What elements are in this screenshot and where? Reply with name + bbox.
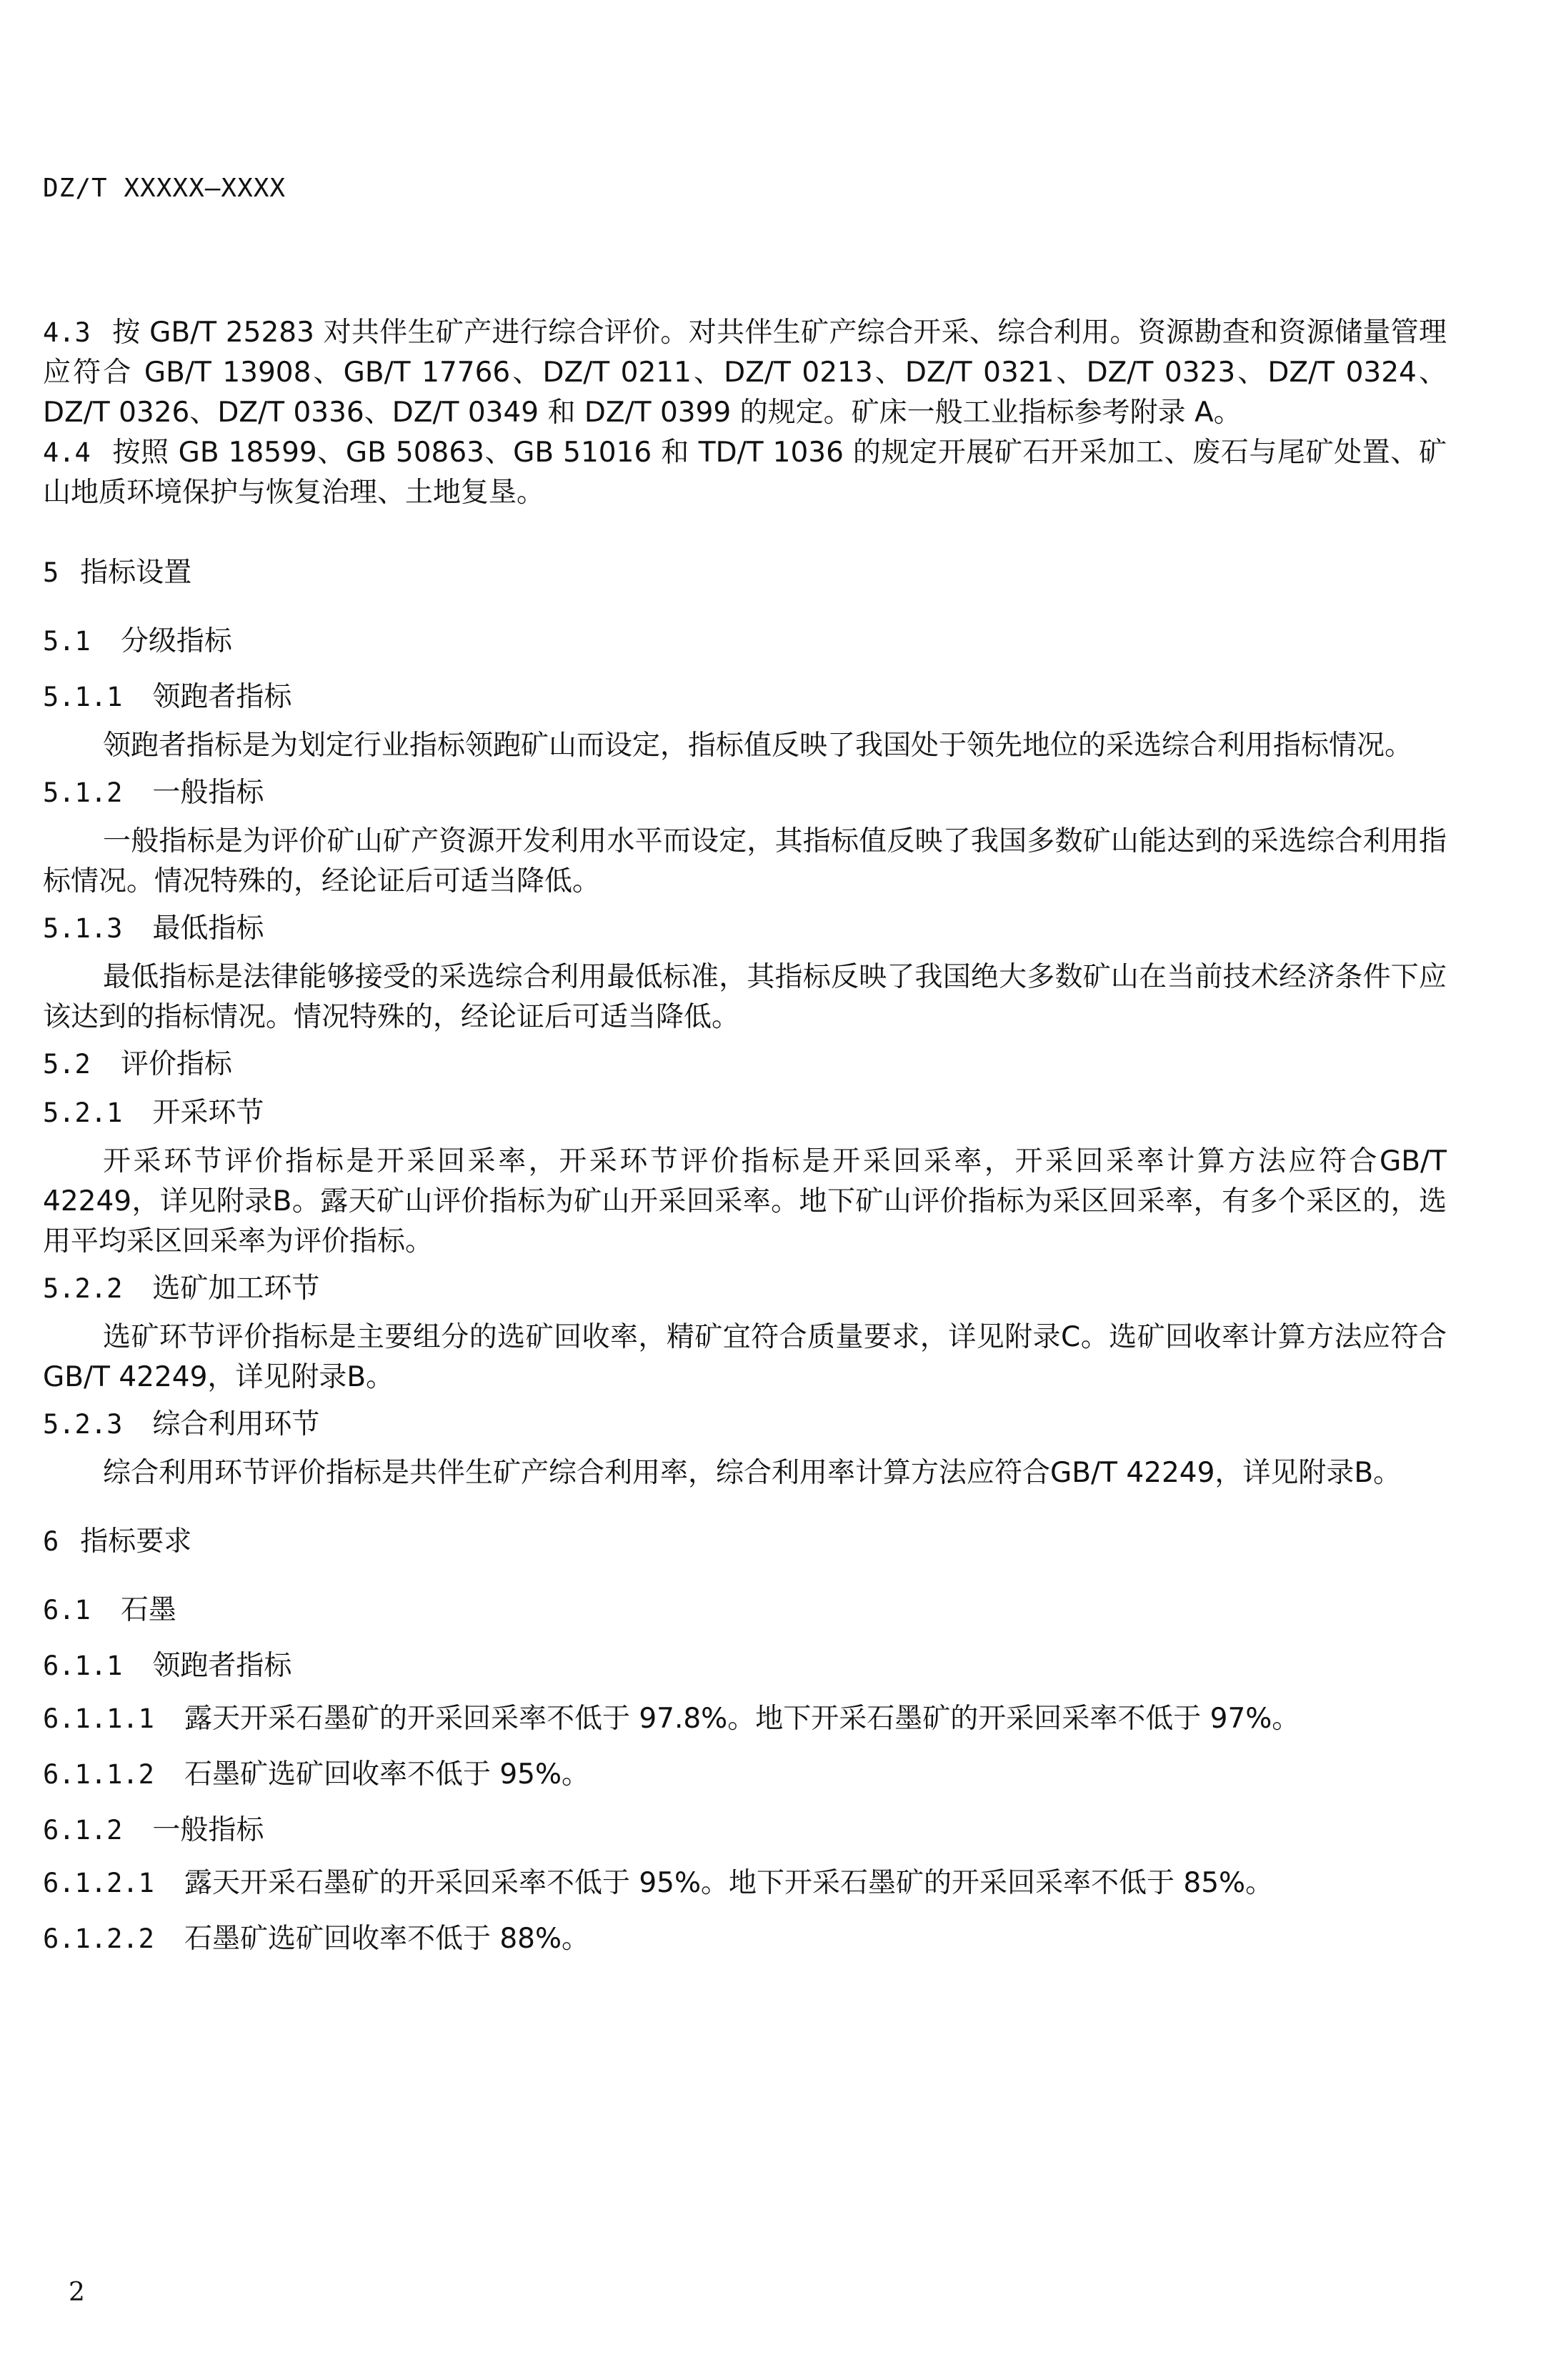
page-number: 2 [69,2278,85,2307]
section-title: 综合利用环节 [152,1408,320,1440]
section-5-2-2-heading [43,1269,1447,1309]
section-5-1-3-text: 最低指标是法律能够接受的采选综合利用最低标准，其指标反映了我国绝大多数矿山在当前技术经济条件下应该达到的指标情况。情况特殊的，经论证后可适当降低。 [43,961,1447,1033]
section-number: 5.1.3 [43,913,123,944]
section-title: 一般指标 [152,777,264,809]
clause-text: 按照 GB 18599、GB 50863、GB 51016 和 TD/T 1036 的规定开展矿石开采加工、废石与尾矿处置、矿山地质环境保护与恢复治理、土地复垦。 [43,437,1447,509]
section-5-2-1-text: 开采环节评价指标是开采回采率，开采环节评价指标是开采回采率，开采回采率计算方法应符合GB/T 42249，详见附录B。露天矿山评价指标为矿山开采回采率。地下矿山评价指标为采区回采率，有多个采区的，选用平均采区回采率为评价指标。 [43,1145,1447,1258]
clause-4-3 [43,313,1447,433]
section-title: 指标设置 [80,557,192,589]
clause-6-1-2-1 [43,1863,1447,1903]
section-5-1-3-heading [43,909,1447,949]
section-title: 领跑者指标 [152,1650,292,1682]
section-number: 5.2.1 [43,1097,123,1128]
section-5-2-1-heading [43,1093,1447,1133]
section-title: 指标要求 [80,1525,192,1558]
clause-number: 4.4 [43,437,91,468]
section-number: 6.1.1 [43,1650,123,1681]
section-6-1-2-heading [43,1811,1447,1851]
section-title: 石墨 [120,1594,176,1626]
section-number: 5.1 [43,626,91,657]
clause-text: 露天开采石墨矿的开采回采率不低于 95%。地下开采石墨矿的开采回采率不低于 85%。 [184,1867,1274,1899]
section-6-1-heading [43,1590,1447,1630]
section-5-1-1-text: 领跑者指标是为划定行业指标领跑矿山而设定，指标值反映了我国处于领先地位的采选综合利用指标情况。 [103,730,1413,762]
section-6-heading [43,1522,1447,1562]
section-number: 5.1.2 [43,777,123,808]
section-5-2-heading [43,1045,1447,1085]
clause-6-1-2-2 [43,1919,1447,1959]
section-5-1-2-heading [43,773,1447,813]
section-title: 开采环节 [152,1097,264,1129]
section-title: 一般指标 [152,1814,264,1846]
section-5-2-3-heading [43,1405,1447,1445]
section-number: 5.1.1 [43,682,123,712]
section-5-heading [43,553,1447,593]
clause-text: 石墨矿选矿回收率不低于 88%。 [184,1923,590,1955]
section-5-1-1-heading [43,677,1447,717]
clause-number: 6.1.2.1 [43,1868,154,1898]
clause-6-1-1-1 [43,1699,1447,1739]
clause-text: 露天开采石墨矿的开采回采率不低于 97.8%。地下开采石墨矿的开采回采率不低于 97%。 [184,1703,1300,1735]
clause-number: 6.1.1.2 [43,1759,154,1790]
section-number: 6.1.2 [43,1815,123,1846]
section-number: 6 [43,1526,59,1557]
clause-4-4 [43,433,1447,513]
clause-6-1-1-2 [43,1755,1447,1795]
clause-text: 按 GB/T 25283 对共伴生矿产进行综合评价。对共伴生矿产综合开采、综合利用。资源勘查和资源储量管理应符合 GB/T 13908、GB/T 17766、DZ/T 0211、DZ/T 0213、DZ/T 0321、DZ/T 0323、DZ/T 0324、DZ/T 0326、DZ/T 0336、DZ/T 0349 和 DZ/T 0399 的规定。矿床一般工业指标参考附录 A。 [43,317,1447,429]
section-title: 最低指标 [152,912,264,945]
clause-number: 4.3 [43,317,91,348]
section-title: 领跑者指标 [152,681,292,713]
section-5-1-heading [43,622,1447,662]
section-number: 5.2.3 [43,1409,123,1440]
standard-code-header: DZ/T XXXXX—XXXX [43,174,286,203]
section-5-1-2-text: 一般指标是为评价矿山矿产资源开发利用水平而设定，其指标值反映了我国多数矿山能达到的采选综合利用指标情况。情况特殊的，经论证后可适当降低。 [43,825,1447,897]
section-5-2-3-text: 综合利用环节评价指标是共伴生矿产综合利用率，综合利用率计算方法应符合GB/T 42249，详见附录B。 [103,1457,1402,1489]
section-number: 6.1 [43,1595,91,1625]
section-number: 5.2 [43,1049,91,1080]
section-title: 评价指标 [120,1048,232,1080]
clause-number: 6.1.2.2 [43,1923,154,1954]
section-5-2-2-text: 选矿环节评价指标是主要组分的选矿回收率，精矿宜符合质量要求，详见附录C。选矿回收率计算方法应符合GB/T 42249，详见附录B。 [43,1321,1447,1393]
section-6-1-1-heading [43,1646,1447,1686]
section-title: 分级指标 [120,625,232,657]
section-title: 选矿加工环节 [152,1273,320,1305]
section-number: 5 [43,557,59,588]
clause-text: 石墨矿选矿回收率不低于 95%。 [184,1758,590,1791]
document-body [43,313,1447,1975]
clause-number: 6.1.1.1 [43,1703,154,1734]
section-number: 5.2.2 [43,1273,123,1304]
